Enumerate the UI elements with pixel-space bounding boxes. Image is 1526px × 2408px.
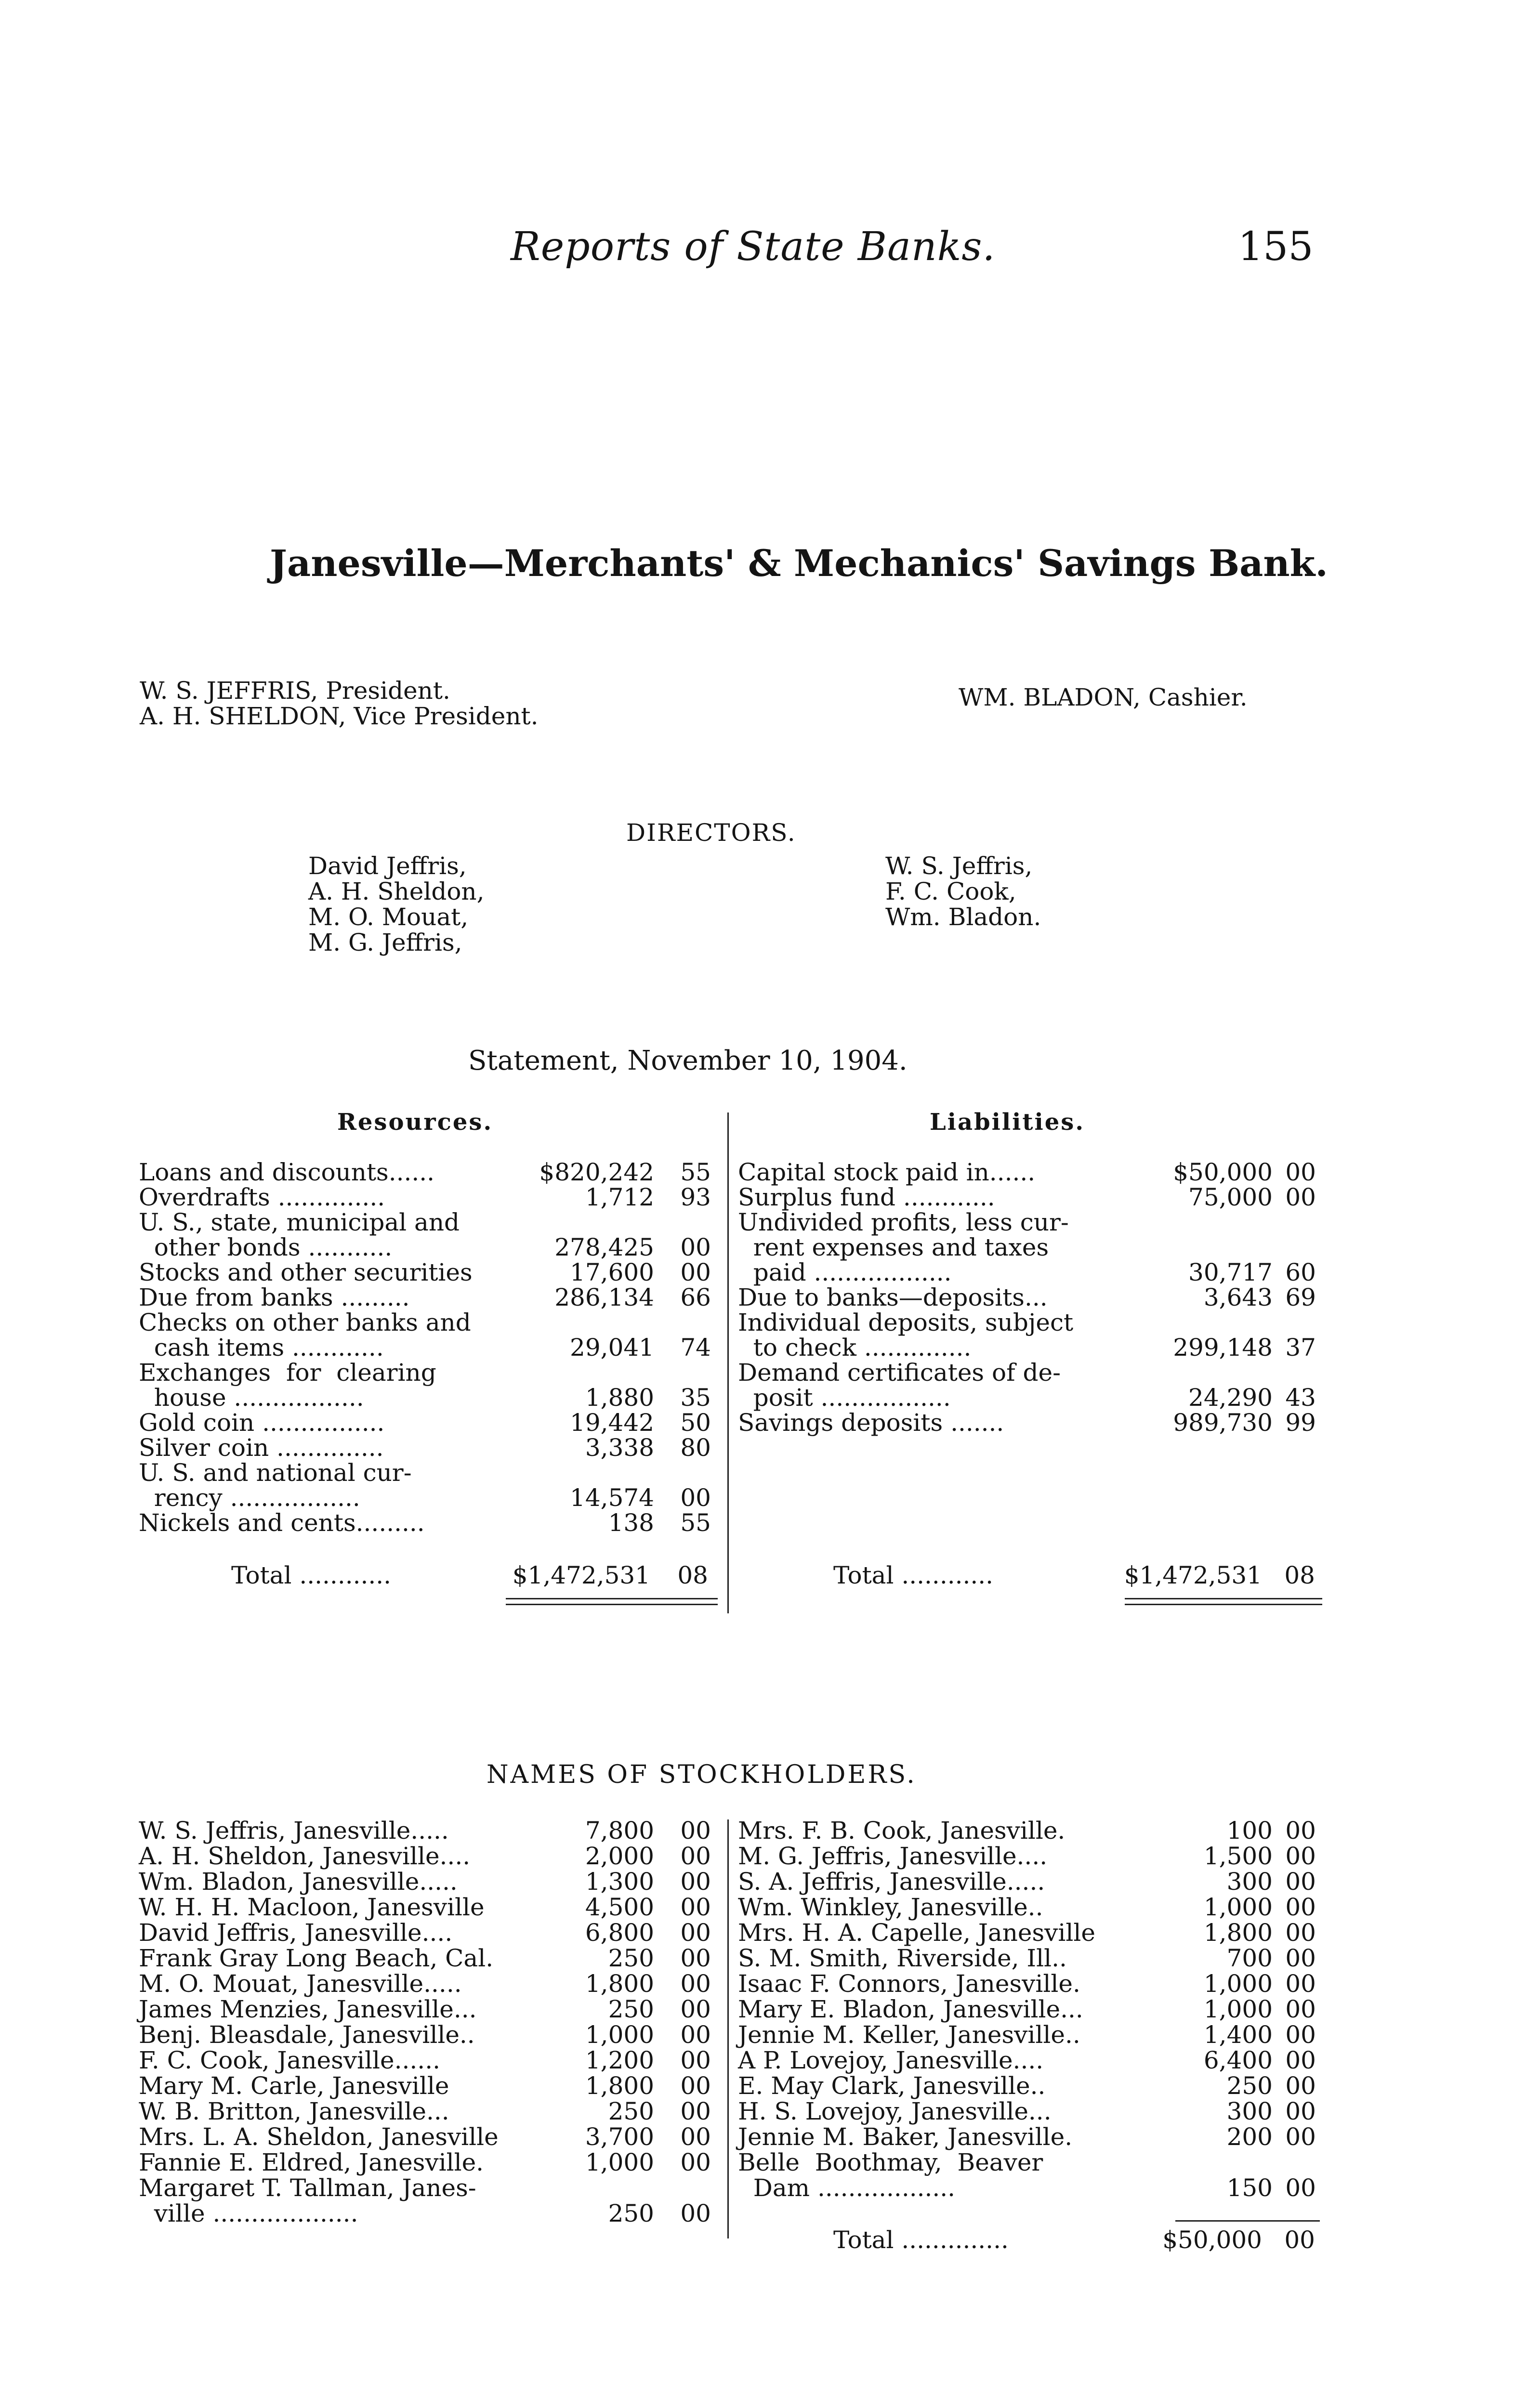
row-dollars: 1,712 bbox=[585, 1183, 654, 1211]
table-row bbox=[139, 1435, 717, 1460]
table-row bbox=[738, 2099, 1326, 2124]
column-divider bbox=[727, 1112, 729, 1613]
row-label: Checks on other banks and bbox=[139, 1309, 471, 1336]
director-name: A. H. Sheldon, bbox=[308, 877, 485, 905]
table-row bbox=[738, 1844, 1326, 1869]
table-row bbox=[738, 1869, 1326, 1895]
table-row bbox=[738, 2150, 1326, 2175]
table-row bbox=[139, 2073, 717, 2099]
row-cents: 43 bbox=[1285, 1384, 1316, 1412]
row-label: Wm. Bladon, Janesville..... bbox=[139, 1868, 458, 1896]
row-cents: 00 bbox=[680, 1842, 711, 1870]
table-row bbox=[738, 1818, 1326, 1844]
row-label: David Jeffris, Janesville.... bbox=[139, 1919, 453, 1947]
row-dollars: 1,500 bbox=[1203, 1842, 1273, 1870]
table-row bbox=[738, 2073, 1326, 2099]
row-cents: 00 bbox=[1285, 1158, 1316, 1186]
row-label: Savings deposits ....... bbox=[738, 1409, 1004, 1437]
row-label: Jennie M. Keller, Janesville.. bbox=[738, 2021, 1080, 2049]
row-label: rency ................. bbox=[139, 1484, 360, 1512]
table-row bbox=[139, 1971, 717, 1997]
row-label: Frank Gray Long Beach, Cal. bbox=[139, 1944, 494, 1972]
table-row bbox=[738, 1185, 1326, 1210]
row-cents: 00 bbox=[1285, 1842, 1316, 1870]
row-label: Individual deposits, subject bbox=[738, 1309, 1074, 1336]
cashier-line: WM. BLADON, Cashier. bbox=[959, 683, 1248, 711]
row-dollars: 1,880 bbox=[585, 1384, 654, 1412]
total-rule bbox=[1175, 2220, 1320, 2222]
row-label: cash items ............ bbox=[139, 1334, 384, 1361]
table-row bbox=[738, 1335, 1326, 1360]
table-row bbox=[139, 2150, 717, 2175]
row-label: Stocks and other securities bbox=[139, 1258, 473, 1286]
table-row bbox=[738, 1160, 1326, 1185]
row-dollars: 17,600 bbox=[570, 1258, 654, 1286]
table-row bbox=[738, 1946, 1326, 1971]
row-dollars: 1,000 bbox=[585, 2148, 654, 2176]
stockholders-right bbox=[738, 1818, 1326, 2201]
table-row bbox=[738, 1895, 1326, 1920]
stockholders-left bbox=[139, 1818, 717, 2226]
row-label: Mrs. H. A. Capelle, Janesville bbox=[738, 1919, 1095, 1947]
total-dollars: $1,472,531 bbox=[1124, 1561, 1262, 1589]
table-row bbox=[738, 1920, 1326, 1946]
table-row bbox=[738, 1285, 1326, 1310]
row-label: F. C. Cook, Janesville...... bbox=[139, 2046, 440, 2074]
table-row bbox=[139, 1920, 717, 1946]
row-label: Wm. Winkley, Janesville.. bbox=[738, 1893, 1043, 1921]
table-row bbox=[139, 2175, 717, 2201]
row-label: to check .............. bbox=[738, 1334, 972, 1361]
table-row bbox=[738, 1210, 1326, 1235]
row-label: Fannie E. Eldred, Janesville. bbox=[139, 2148, 484, 2176]
table-row bbox=[738, 1971, 1326, 1997]
row-dollars: $820,242 bbox=[539, 1158, 654, 1186]
president-line: W. S. JEFFRIS, President. bbox=[140, 677, 450, 705]
row-cents: 00 bbox=[680, 1995, 711, 2023]
row-cents: 55 bbox=[680, 1158, 711, 1186]
row-label: A P. Lovejoy, Janesville.... bbox=[738, 2046, 1044, 2074]
total-label: Total ............ bbox=[231, 1561, 392, 1589]
row-label: M. O. Mouat, Janesville..... bbox=[139, 1970, 462, 1998]
row-label: Gold coin ................ bbox=[139, 1409, 385, 1437]
table-row bbox=[139, 1510, 717, 1535]
row-cents: 00 bbox=[1285, 1893, 1316, 1921]
row-dollars: 250 bbox=[608, 1995, 654, 2023]
row-cents: 00 bbox=[1285, 2174, 1316, 2202]
row-dollars: 1,800 bbox=[585, 2072, 654, 2100]
row-label: U. S. and national cur- bbox=[139, 1459, 412, 1487]
row-label: Overdrafts .............. bbox=[139, 1183, 385, 1211]
row-cents: 74 bbox=[680, 1334, 711, 1361]
table-row bbox=[139, 1818, 717, 1844]
row-label: Jennie M. Baker, Janesville. bbox=[738, 2123, 1073, 2151]
row-label: Due from banks ......... bbox=[139, 1283, 410, 1311]
row-label: Silver coin .............. bbox=[139, 1434, 384, 1462]
row-cents: 00 bbox=[1285, 1919, 1316, 1947]
resources-heading: Resources. bbox=[337, 1109, 493, 1136]
row-cents: 60 bbox=[1285, 1258, 1316, 1286]
row-cents: 00 bbox=[680, 1944, 711, 1972]
statement-heading: Statement, November 10, 1904. bbox=[468, 1045, 908, 1076]
table-row bbox=[139, 1997, 717, 2022]
row-dollars: 1,300 bbox=[585, 1868, 654, 1896]
total-dollars: $50,000 bbox=[1162, 2226, 1262, 2254]
row-dollars: 989,730 bbox=[1173, 1409, 1273, 1437]
table-row bbox=[139, 1360, 717, 1385]
row-label: Isaac F. Connors, Janesville. bbox=[738, 1970, 1080, 1998]
row-dollars: 1,800 bbox=[1203, 1919, 1273, 1947]
row-dollars: 1,400 bbox=[1203, 2021, 1273, 2049]
row-dollars: 29,041 bbox=[570, 1334, 654, 1361]
row-label: posit ................. bbox=[738, 1384, 951, 1412]
liabilities-total-row bbox=[833, 1563, 1325, 1588]
total-cents: 08 bbox=[677, 1561, 708, 1589]
row-dollars: 6,800 bbox=[585, 1919, 654, 1947]
total-dollars: $1,472,531 bbox=[512, 1561, 650, 1589]
director-name: W. S. Jeffris, bbox=[885, 852, 1033, 880]
row-cents: 00 bbox=[680, 1484, 711, 1512]
row-label: Mrs. F. B. Cook, Janesville. bbox=[738, 1817, 1066, 1845]
row-label: Dam .................. bbox=[738, 2174, 956, 2202]
row-cents: 00 bbox=[1285, 2021, 1316, 2049]
row-cents: 00 bbox=[680, 2123, 711, 2151]
column-divider bbox=[727, 1819, 729, 2238]
total-cents: 00 bbox=[1284, 2226, 1315, 2254]
row-label: rent expenses and taxes bbox=[738, 1233, 1049, 1261]
row-dollars: 100 bbox=[1226, 1817, 1273, 1845]
row-cents: 00 bbox=[680, 2148, 711, 2176]
row-label: Surplus fund ............ bbox=[738, 1183, 995, 1211]
table-row bbox=[738, 2022, 1326, 2048]
row-label: W. H. H. Macloon, Janesville bbox=[139, 1893, 485, 1921]
directors-right bbox=[885, 853, 1041, 930]
row-dollars: 299,148 bbox=[1173, 1334, 1273, 1361]
row-label: U. S., state, municipal and bbox=[139, 1208, 460, 1236]
row-dollars: 6,400 bbox=[1203, 2046, 1273, 2074]
table-row bbox=[738, 2124, 1326, 2150]
row-dollars: 1,800 bbox=[585, 1970, 654, 1998]
row-dollars: 1,000 bbox=[585, 2021, 654, 2049]
director-name: Wm. Bladon. bbox=[885, 903, 1041, 931]
table-row bbox=[139, 1460, 717, 1485]
table-row bbox=[139, 2022, 717, 2048]
table-row bbox=[139, 1869, 717, 1895]
table-row bbox=[139, 1210, 717, 1235]
row-dollars: 286,134 bbox=[554, 1283, 654, 1311]
liabilities-table bbox=[738, 1160, 1326, 1435]
row-dollars: 300 bbox=[1226, 1868, 1273, 1896]
row-cents: 00 bbox=[1285, 1995, 1316, 2023]
row-dollars: 3,700 bbox=[585, 2123, 654, 2151]
row-dollars: 250 bbox=[1226, 2072, 1273, 2100]
row-label: Mary M. Carle, Janesville bbox=[139, 2072, 449, 2100]
table-row bbox=[139, 1895, 717, 1920]
row-cents: 69 bbox=[1285, 1283, 1316, 1311]
row-cents: 00 bbox=[680, 2097, 711, 2125]
row-cents: 00 bbox=[1285, 2072, 1316, 2100]
row-dollars: 75,000 bbox=[1188, 1183, 1273, 1211]
row-dollars: 19,442 bbox=[570, 1409, 654, 1437]
table-row bbox=[139, 1185, 717, 1210]
row-cents: 55 bbox=[680, 1509, 711, 1537]
table-row bbox=[139, 2201, 717, 2226]
row-label: Undivided profits, less cur- bbox=[738, 1208, 1069, 1236]
row-label: S. A. Jeffris, Janesville..... bbox=[738, 1868, 1045, 1896]
row-label: ville ................... bbox=[139, 2199, 358, 2227]
table-row bbox=[139, 1310, 717, 1335]
row-cents: 00 bbox=[1285, 1817, 1316, 1845]
director-name: F. C. Cook, bbox=[885, 877, 1016, 905]
row-dollars: 150 bbox=[1226, 2174, 1273, 2202]
row-dollars: $50,000 bbox=[1173, 1158, 1273, 1186]
table-row bbox=[738, 1310, 1326, 1335]
row-label: W. B. Britton, Janesville... bbox=[139, 2097, 449, 2125]
row-cents: 66 bbox=[680, 1283, 711, 1311]
row-dollars: 2,000 bbox=[585, 1842, 654, 1870]
row-cents: 99 bbox=[1285, 1409, 1316, 1437]
liabilities-heading: Liabilities. bbox=[930, 1109, 1085, 1136]
row-cents: 00 bbox=[680, 1258, 711, 1286]
double-rule bbox=[1125, 1598, 1322, 1605]
row-label: Mrs. L. A. Sheldon, Janesville bbox=[139, 2123, 499, 2151]
row-label: S. M. Smith, Riverside, Ill.. bbox=[738, 1944, 1067, 1972]
row-dollars: 1,000 bbox=[1203, 1893, 1273, 1921]
row-dollars: 300 bbox=[1226, 2097, 1273, 2125]
row-cents: 00 bbox=[1285, 2123, 1316, 2151]
row-label: W. S. Jeffris, Janesville..... bbox=[139, 1817, 449, 1845]
row-cents: 93 bbox=[680, 1183, 711, 1211]
table-row bbox=[139, 2048, 717, 2073]
page-number: 155 bbox=[1238, 224, 1314, 270]
table-row bbox=[139, 1285, 717, 1310]
row-cents: 00 bbox=[680, 2046, 711, 2074]
total-cents: 08 bbox=[1284, 1561, 1315, 1589]
directors-heading: DIRECTORS. bbox=[626, 819, 796, 847]
row-cents: 00 bbox=[680, 2021, 711, 2049]
row-dollars: 278,425 bbox=[554, 1233, 654, 1261]
row-label: A. H. Sheldon, Janesville.... bbox=[139, 1842, 471, 1870]
row-dollars: 250 bbox=[608, 2199, 654, 2227]
row-cents: 00 bbox=[1285, 2046, 1316, 2074]
table-row bbox=[139, 1410, 717, 1435]
row-cents: 00 bbox=[1285, 2097, 1316, 2125]
director-name: M. O. Mouat, bbox=[308, 903, 469, 931]
table-row bbox=[139, 1844, 717, 1869]
row-dollars: 1,000 bbox=[1203, 1995, 1273, 2023]
row-cents: 00 bbox=[1285, 1944, 1316, 1972]
row-cents: 35 bbox=[680, 1384, 711, 1412]
row-label: other bonds ........... bbox=[139, 1233, 393, 1261]
row-cents: 00 bbox=[680, 1970, 711, 1998]
resources-total-row bbox=[231, 1563, 717, 1588]
row-dollars: 30,717 bbox=[1188, 1258, 1273, 1286]
row-cents: 37 bbox=[1285, 1334, 1316, 1361]
total-label: Total .............. bbox=[833, 2226, 1009, 2254]
row-cents: 50 bbox=[680, 1409, 711, 1437]
director-name: M. G. Jeffris, bbox=[308, 929, 462, 956]
row-label: Nickels and cents......... bbox=[139, 1509, 425, 1537]
row-label: M. G. Jeffris, Janesville.... bbox=[738, 1842, 1048, 1870]
table-row bbox=[738, 1235, 1326, 1260]
table-row bbox=[139, 1260, 717, 1285]
total-label: Total ............ bbox=[833, 1561, 994, 1589]
row-label: house ................. bbox=[139, 1384, 364, 1412]
row-cents: 00 bbox=[680, 2072, 711, 2100]
row-cents: 00 bbox=[1285, 1868, 1316, 1896]
table-row bbox=[139, 1335, 717, 1360]
stockholders-total-row bbox=[833, 2227, 1325, 2253]
table-row bbox=[139, 1385, 717, 1410]
row-label: Margaret T. Tallman, Janes- bbox=[139, 2174, 476, 2202]
table-row bbox=[139, 2099, 717, 2124]
directors-left bbox=[308, 853, 485, 955]
table-row bbox=[139, 1160, 717, 1185]
table-row bbox=[738, 1385, 1326, 1410]
row-dollars: 1,000 bbox=[1203, 1970, 1273, 1998]
row-dollars: 138 bbox=[608, 1509, 654, 1537]
row-label: paid .................. bbox=[738, 1258, 952, 1286]
table-row bbox=[139, 2124, 717, 2150]
row-cents: 00 bbox=[680, 1893, 711, 1921]
resources-table bbox=[139, 1160, 717, 1535]
row-dollars: 250 bbox=[608, 2097, 654, 2125]
table-row bbox=[738, 2175, 1326, 2201]
running-title: Reports of State Banks. bbox=[511, 224, 996, 270]
row-cents: 00 bbox=[1285, 1970, 1316, 1998]
row-dollars: 4,500 bbox=[585, 1893, 654, 1921]
row-label: Due to banks—deposits... bbox=[738, 1283, 1048, 1311]
row-cents: 00 bbox=[680, 1233, 711, 1261]
row-label: Mary E. Bladon, Janesville... bbox=[738, 1995, 1083, 2023]
row-label: Exchanges for clearing bbox=[139, 1359, 436, 1387]
row-dollars: 250 bbox=[608, 1944, 654, 1972]
row-cents: 00 bbox=[680, 1919, 711, 1947]
table-row bbox=[738, 2048, 1326, 2073]
row-dollars: 200 bbox=[1226, 2123, 1273, 2151]
row-label: Demand certificates of de- bbox=[738, 1359, 1061, 1387]
stockholders-heading: NAMES OF STOCKHOLDERS. bbox=[487, 1760, 917, 1789]
row-label: Loans and discounts...... bbox=[139, 1158, 435, 1186]
row-cents: 00 bbox=[680, 2199, 711, 2227]
bank-title: Janesville—Merchants' & Mechanics' Savings Bank. bbox=[270, 542, 1328, 585]
row-dollars: 14,574 bbox=[570, 1484, 654, 1512]
table-row bbox=[139, 1235, 717, 1260]
table-row bbox=[139, 1485, 717, 1510]
row-label: H. S. Lovejoy, Janesville... bbox=[738, 2097, 1052, 2125]
row-cents: 00 bbox=[680, 1868, 711, 1896]
vice-president-line: A. H. SHELDON, Vice President. bbox=[140, 702, 539, 730]
table-row bbox=[738, 1360, 1326, 1385]
row-dollars: 3,338 bbox=[585, 1434, 654, 1462]
table-row bbox=[738, 1260, 1326, 1285]
row-dollars: 700 bbox=[1226, 1944, 1273, 1972]
table-row bbox=[139, 1946, 717, 1971]
row-cents: 00 bbox=[1285, 1183, 1316, 1211]
table-row bbox=[738, 1410, 1326, 1435]
row-cents: 00 bbox=[680, 1817, 711, 1845]
director-name: David Jeffris, bbox=[308, 852, 467, 880]
row-label: Belle Boothmay, Beaver bbox=[738, 2148, 1043, 2176]
row-dollars: 24,290 bbox=[1188, 1384, 1273, 1412]
row-label: Capital stock paid in...... bbox=[738, 1158, 1036, 1186]
table-row bbox=[738, 1997, 1326, 2022]
row-label: Benj. Bleasdale, Janesville.. bbox=[139, 2021, 475, 2049]
row-label: James Menzies, Janesville... bbox=[139, 1995, 477, 2023]
row-cents: 80 bbox=[680, 1434, 711, 1462]
row-label: E. May Clark, Janesville.. bbox=[738, 2072, 1046, 2100]
double-rule bbox=[506, 1598, 718, 1605]
row-dollars: 3,643 bbox=[1203, 1283, 1273, 1311]
row-dollars: 1,200 bbox=[585, 2046, 654, 2074]
row-dollars: 7,800 bbox=[585, 1817, 654, 1845]
